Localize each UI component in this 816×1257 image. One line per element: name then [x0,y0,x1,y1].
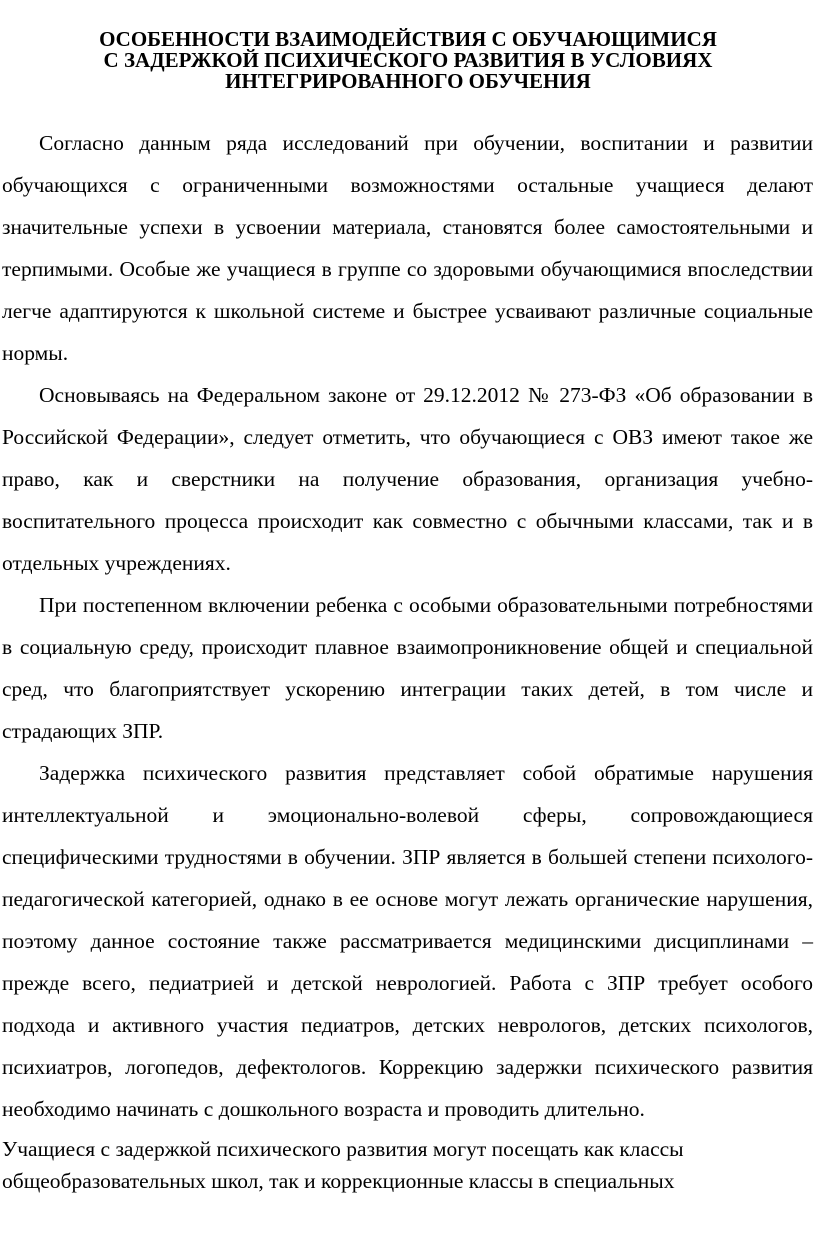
paragraph-3: При постепенном включении ребенка с особыми образовательными потребностями в социальную среду, происходит плавное взаимопроникновение общей и специальной сред, что благоприятствует ускорению интеграции таких детей, в том числе и страдающих ЗПР. [2,593,813,743]
document-title [40,29,776,92]
title-line-3: ИНТЕГРИРОВАННОГО ОБУЧЕНИЯ [225,69,591,93]
paragraph-5: Учащиеся с задержкой психического развития могут посещать как классы общеобразовательных школ, так и коррекционные классы в специальных [2,1137,684,1193]
title-line-1: ОСОБЕННОСТИ ВЗАИМОДЕЙСТВИЯ С ОБУЧАЮЩИМИСЯ [99,27,717,51]
paragraph-1: Согласно данным ряда исследований при обучении, воспитании и развитии обучающихся с ограниченными возможностями остальные учащиеся делают значительные успехи в усвоении материала, становятся более самостоятельными и терпимыми. Особые же учащиеся в группе со здоровыми обучающимися впоследствии легче адаптируются к школьной системе и быстрее усваивают различные социальные нормы. [2,131,813,365]
paragraph-4: Задержка психического развития представляет собой обратимые нарушения интеллектуальной и эмоционально-волевой сферы, сопровождающиеся специфическими трудностями в обучении. ЗПР является в большей степени психолого-педагогической категорией, однако в ее основе могут лежать органические нарушения, поэтому данное состояние также рассматривается медицинскими дисциплинами – прежде всего, педиатрией и детской неврологией. Работа с ЗПР требует особого подхода и активного участия педиатров, детских неврологов, детских психологов, психиатров, логопедов, дефектологов. Коррекцию задержки психического развития необходимо начинать с дошкольного возраста и проводить длительно. [2,761,813,1121]
paragraph-2: Основываясь на Федеральном законе от 29.12.2012 № 273-ФЗ «Об образовании в Российской Федерации», следует отметить, что обучающиеся с ОВЗ имеют такое же право, как и сверстники на получение образования, организация учебно- воспитательного процесса происходит как совместно с обычными классами, так и в отдельных учреждениях. [2,383,813,575]
document-body [2,122,813,1197]
title-line-2: С ЗАДЕРЖКОЙ ПСИХИЧЕСКОГО РАЗВИТИЯ В УСЛОВИЯХ [103,48,713,72]
